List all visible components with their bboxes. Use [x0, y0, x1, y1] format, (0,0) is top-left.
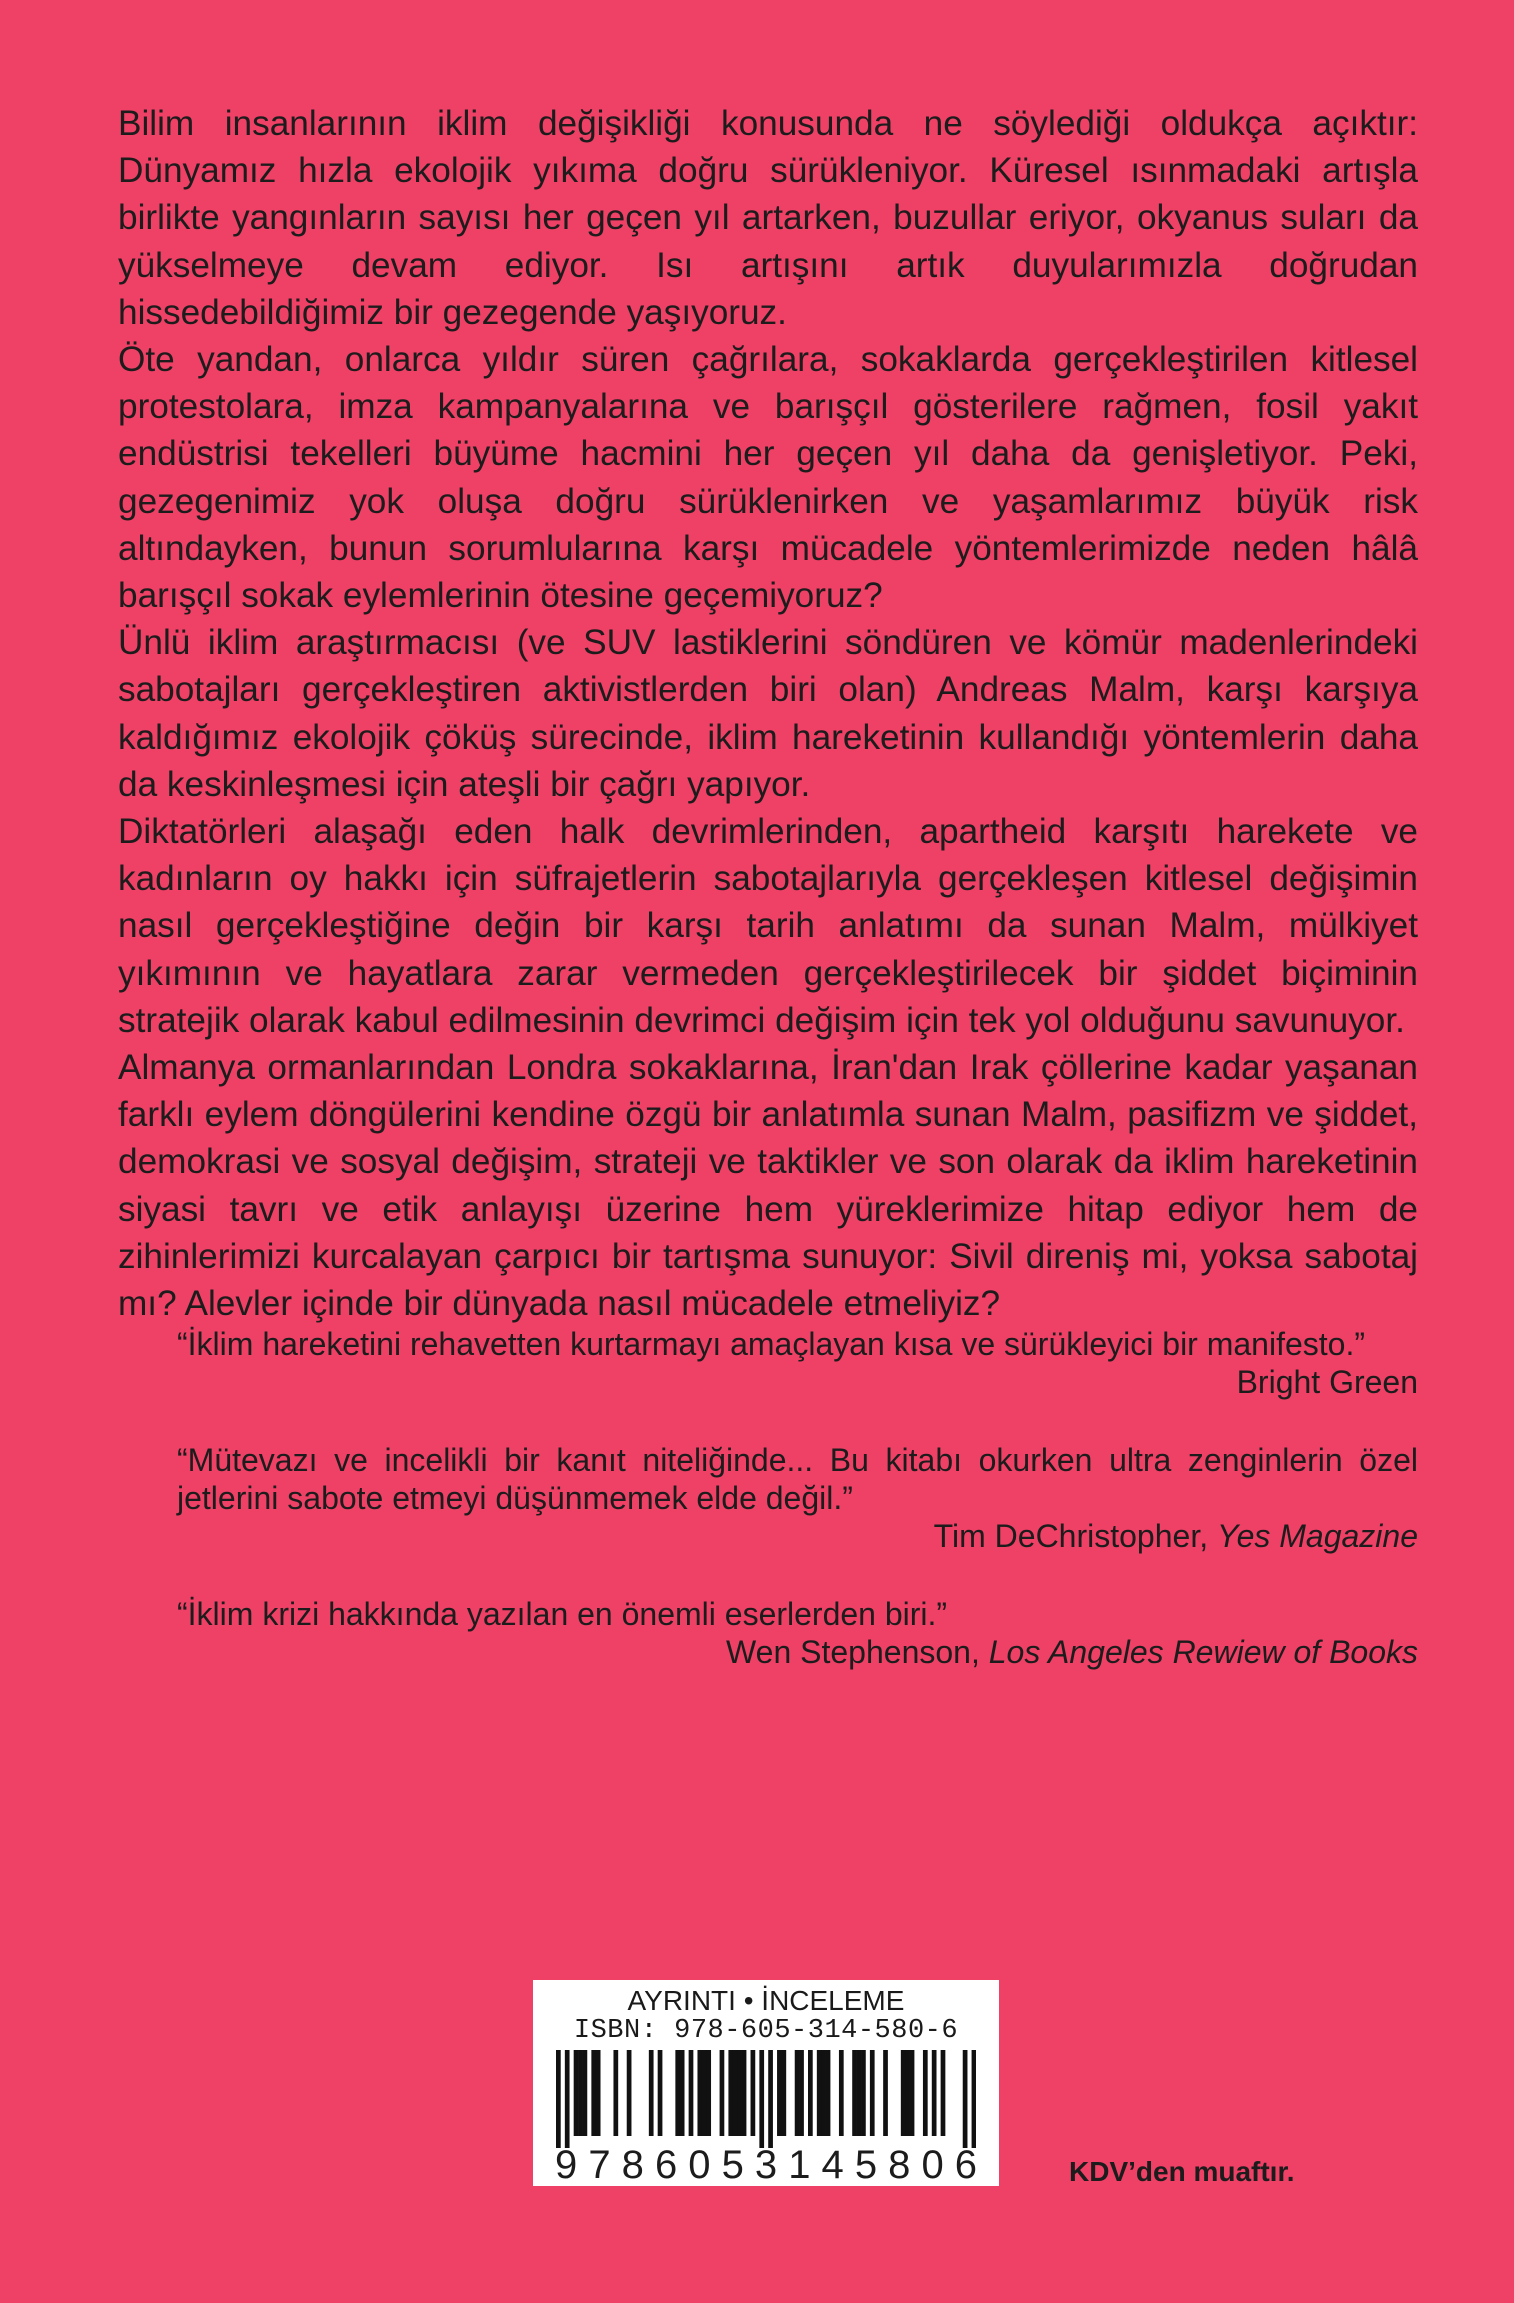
barcode-bar: [821, 2050, 826, 2136]
quote-source: [177, 1633, 1418, 1671]
barcode-bar: [658, 2050, 663, 2136]
barcode-digit: 1: [788, 2143, 811, 2187]
review-quote-1: [177, 1325, 1418, 1401]
barcode-bar: [817, 2050, 822, 2136]
barcode-digit: 5: [721, 2143, 744, 2187]
barcode-digit: 7: [588, 2143, 611, 2187]
vat-exempt-note: KDV’den muaftır.: [1069, 2156, 1295, 2187]
barcode-bar: [932, 2050, 937, 2136]
barcode-bar: [910, 2050, 915, 2136]
review-quotes: [177, 1325, 1418, 1711]
barcode-bar: [583, 2050, 588, 2136]
barcode-bar: [689, 2050, 694, 2136]
barcode-bar: [706, 2050, 711, 2136]
isbn-text: ISBN: 978-605-314-580-6: [573, 2016, 959, 2046]
barcode-digit: 4: [821, 2143, 844, 2187]
barcode-bar: [905, 2050, 910, 2136]
barcode-bar: [852, 2050, 857, 2136]
barcode-bar: [574, 2050, 579, 2136]
barcode-bar: [781, 2050, 786, 2136]
quote-author: Tim DeChristopher,: [933, 1518, 1217, 1554]
barcode-bar: [795, 2050, 800, 2136]
barcode-digit: 5: [854, 2143, 878, 2187]
barcode-bar: [742, 2050, 747, 2136]
barcode-bar: [578, 2050, 583, 2136]
barcode-bar: [720, 2050, 725, 2136]
barcode-digit: 8: [888, 2143, 911, 2187]
barcode-bar: [826, 2050, 831, 2136]
quote-text: “Mütevazı ve incelikli bir kanıt niteliğinde... Bu kitabı okurken ultra zenginlerin özel jetlerini sabote etmeyi düşünmemek elde değil.”: [177, 1442, 1418, 1516]
barcode-bar: [857, 2050, 862, 2136]
barcode-digits: [549, 2143, 983, 2187]
barcode-bar: [728, 2050, 733, 2136]
blurb-paragraph-5: Almanya ormanlarından Londra sokaklarına, İran'dan Irak çöllerine kadar yaşanan farklı eylem döngülerini kendine özgü bir anlatımla sunan Malm, pasifizm ve şiddet, demokrasi ve sosyal değişim, strateji ve taktikler ve son olarak da iklim hareketinin siyasi tavrı ve etik anlayışı üzerine hem yüreklerimize hitap ediyor hem de zihinlerimizi kurcalayan çarpıcı bir tartışma sunuyor: Sivil direniş mi, yoksa sabotaj mı? Alevler içinde bir dünyada nasıl mücadele etmeliyiz?: [118, 1048, 1418, 1324]
series-name: AYRINTI • İNCELEME: [627, 1985, 905, 2016]
barcode-bar: [941, 2050, 946, 2136]
barcode-bar: [596, 2050, 601, 2136]
barcode-bar: [591, 2050, 596, 2136]
barcode-bar: [733, 2050, 738, 2136]
barcode-bar: [737, 2050, 742, 2136]
barcode-bar: [649, 2050, 654, 2136]
quote-text: “İklim krizi hakkında yazılan en önemli eserlerden biri.”: [177, 1596, 948, 1632]
review-quote-2: [177, 1441, 1418, 1555]
barcode-bar: [697, 2050, 702, 2136]
barcode-bar: [680, 2050, 685, 2136]
barcode-bar: [861, 2050, 866, 2136]
barcode-bar: [556, 2050, 561, 2148]
barcode-bar: [565, 2050, 570, 2148]
barcode-bar: [963, 2050, 968, 2148]
barcode-bar: [901, 2050, 906, 2136]
back-cover-blurb: [118, 100, 1418, 1327]
barcode-digit: 6: [654, 2143, 678, 2187]
barcode-bar: [675, 2050, 680, 2136]
barcode-digit: 9: [555, 2143, 578, 2187]
quote-author: Wen Stephenson,: [726, 1634, 989, 1670]
barcode-bar: [702, 2050, 707, 2136]
barcode-bar: [613, 2050, 618, 2136]
barcode-bar: [972, 2050, 976, 2148]
quote-source: [177, 1517, 1418, 1555]
barcode-digit: 3: [754, 2143, 778, 2187]
barcode-bar: [751, 2050, 756, 2136]
blurb-paragraph-3: Ünlü iklim araştırmacısı (ve SUV lastiklerini söndüren ve kömür madenlerindeki sabotajları gerçekleştiren aktivistlerden biri olan) Andreas Malm, karşı karşıya kaldığımız ekolojik çöküş sürecinde, iklim hareketinin kullandığı yöntemlerin daha da keskinleşmesi için ateşli bir çağrı yapıyor.: [118, 623, 1418, 804]
barcode-bar: [923, 2050, 928, 2136]
quote-author: Bright Green: [1236, 1364, 1418, 1400]
barcode-bars: [556, 2050, 976, 2148]
blurb-paragraph-1: Bilim insanlarının iklim değişikliği konusunda ne söylediği oldukça açıktır: Dünyamız hızla ekolojik yıkıma doğru sürükleniyor. Küresel ısınmadaki artışla birlikte yangınların sayısı her geçen yıl artarken, buzullar eriyor, okyanus suları da yükselmeye devam ediyor. Isı artışını artık duyularımızla doğrudan hissedebildiğimiz bir gezegende yaşıyoruz.: [118, 104, 1418, 332]
isbn-barcode-label: [533, 1980, 999, 2186]
barcode-bar: [777, 2050, 782, 2136]
barcode-bar: [759, 2050, 764, 2148]
blurb-paragraph-4: Diktatörleri alaşağı eden halk devrimlerinden, apartheid karşıtı harekete ve kadınların oy hakkı için süfrajetlerin sabotajlarıyla gerçekleşen kitlesel değişimin nasıl gerçekleştiğine değin bir karşı tarih anlatımı da sunan Malm, mülkiyet yıkımının ve hayatlara zarar vermeden gerçekleştirilecek bir şiddet biçiminin stratejik olarak kabul edilmesinin devrimci değişim için tek yol olduğunu savunuyor.: [118, 812, 1418, 1040]
quote-publication: Yes Magazine: [1216, 1518, 1418, 1554]
barcode-digit: 0: [688, 2143, 711, 2187]
blurb-paragraph-2: Öte yandan, onlarca yıldır süren çağrılara, sokaklarda gerçekleştirilen kitlesel protestolara, imza kampanyalarına ve barışçıl gösterilere rağmen, fosil yakıt endüstrisi tekelleri büyüme hacmini her geçen yıl daha da genişletiyor. Peki, gezegenimiz yok oluşa doğru sürüklenirken ve yaşamlarımız büyük risk altındayken, bunun sorumlularına karşı mücadele yöntemlerimizde neden hâlâ barışçıl sokak eylemlerinin ötesine geçemiyoruz?: [118, 340, 1418, 616]
quote-text: “İklim hareketini rehavetten kurtarmayı amaçlayan kısa ve sürükleyici bir manifesto.”: [177, 1326, 1365, 1362]
quote-source: [177, 1363, 1418, 1401]
quote-publication: Los Angeles Rewiew of Books: [988, 1634, 1418, 1670]
barcode-bar: [768, 2050, 773, 2148]
barcode-bar: [870, 2050, 875, 2136]
barcode-bar: [808, 2050, 813, 2136]
barcode-bar: [839, 2050, 844, 2136]
review-quote-3: [177, 1595, 1418, 1671]
barcode-digit: 8: [621, 2143, 644, 2187]
barcode-digit: 6: [954, 2143, 977, 2187]
barcode-bar: [627, 2050, 632, 2136]
barcode-bar: [799, 2050, 804, 2136]
barcode-digit: 0: [921, 2143, 944, 2187]
barcode-bar: [883, 2050, 888, 2136]
